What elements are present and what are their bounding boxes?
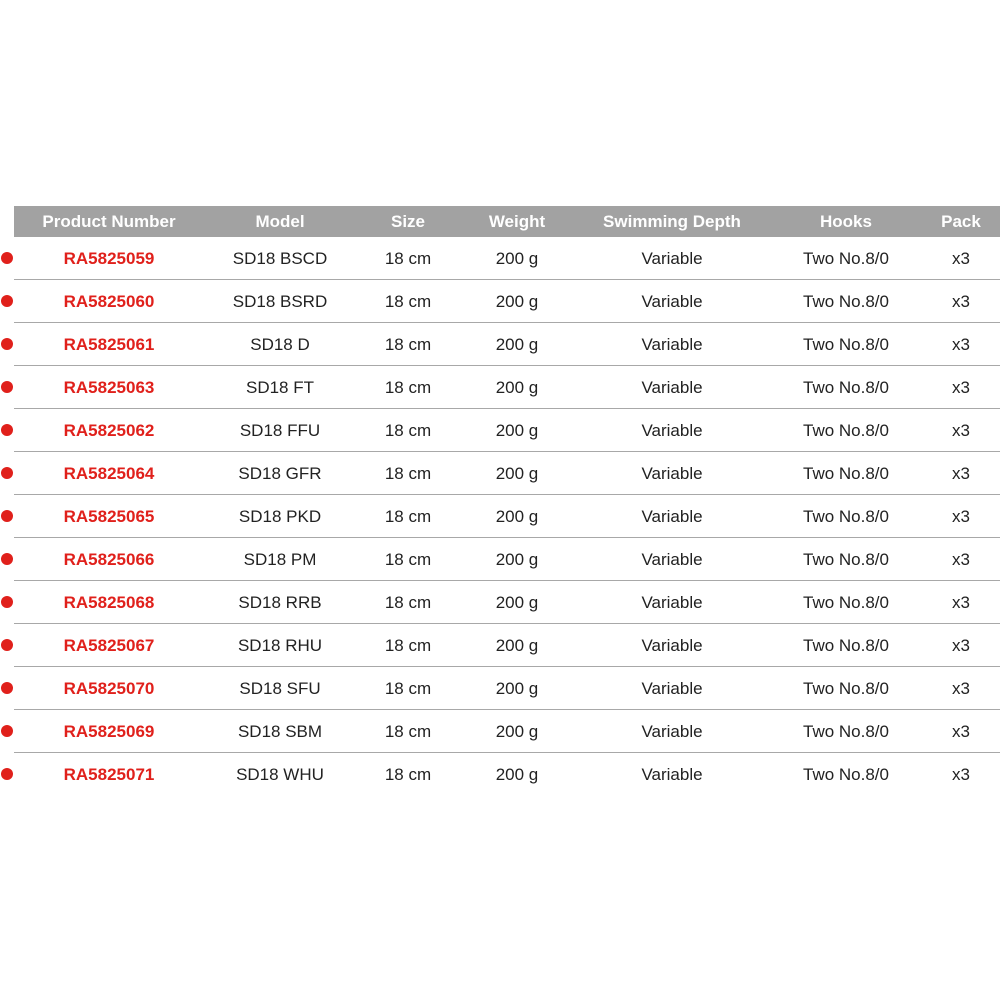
red-bullet-icon	[1, 510, 13, 522]
weight-cell: 200 g	[495, 292, 539, 311]
model-cell: SD18 FFU	[239, 421, 321, 440]
red-bullet-icon	[1, 252, 13, 264]
model-cell: SD18 SFU	[239, 679, 321, 698]
red-bullet-icon	[1, 725, 13, 737]
weight-cell: 200 g	[495, 507, 539, 526]
model-cell: SD18 PKD	[238, 507, 322, 526]
product-number-cell: RA5825065	[63, 507, 155, 526]
product-number-cell: RA5825060	[63, 292, 155, 311]
swimming-depth-cell: Variable	[641, 378, 703, 397]
swimming-depth-cell: Variable	[641, 249, 703, 268]
pack-cell: x3	[952, 249, 970, 268]
table-row	[0, 237, 1000, 280]
pack-cell: x3	[952, 679, 970, 698]
table-row	[0, 581, 1000, 624]
swimming-depth-cell: Variable	[641, 292, 703, 311]
swimming-depth-cell: Variable	[641, 507, 703, 526]
hooks-cell: Two No.8/0	[803, 249, 889, 268]
size-cell: 18 cm	[384, 464, 432, 483]
header-pack: Pack	[941, 212, 981, 231]
pack-cell: x3	[952, 765, 970, 784]
table-row	[0, 753, 1000, 796]
table-row	[0, 323, 1000, 366]
size-cell: 18 cm	[384, 421, 432, 440]
product-number-cell: RA5825068	[63, 593, 155, 612]
pack-cell: x3	[952, 464, 970, 483]
model-cell: SD18 RRB	[238, 593, 322, 612]
weight-cell: 200 g	[495, 378, 539, 397]
hooks-cell: Two No.8/0	[803, 421, 889, 440]
hooks-cell: Two No.8/0	[803, 550, 889, 569]
product-number-cell: RA5825059	[63, 249, 155, 268]
header-size: Size	[390, 212, 426, 231]
red-bullet-icon	[1, 295, 13, 307]
table-row	[0, 624, 1000, 667]
size-cell: 18 cm	[384, 507, 432, 526]
hooks-cell: Two No.8/0	[803, 292, 889, 311]
table-row	[0, 667, 1000, 710]
table-row	[0, 538, 1000, 581]
pack-cell: x3	[952, 507, 970, 526]
red-bullet-icon	[1, 768, 13, 780]
product-number-cell: RA5825067	[63, 636, 155, 655]
model-cell: SD18 RHU	[237, 636, 323, 655]
swimming-depth-cell: Variable	[641, 550, 703, 569]
model-cell: SD18 FT	[245, 378, 315, 397]
header-product-number: Product Number	[42, 212, 176, 231]
size-cell: 18 cm	[384, 636, 432, 655]
table-body	[0, 237, 1000, 796]
model-cell: SD18 WHU	[236, 765, 324, 784]
model-cell: SD18 D	[250, 335, 310, 354]
hooks-cell: Two No.8/0	[803, 378, 889, 397]
table-row	[0, 366, 1000, 409]
size-cell: 18 cm	[384, 765, 432, 784]
size-cell: 18 cm	[384, 550, 432, 569]
table-row	[0, 495, 1000, 538]
product-number-cell: RA5825071	[63, 765, 155, 784]
size-cell: 18 cm	[384, 722, 432, 741]
model-cell: SD18 GFR	[238, 464, 322, 483]
weight-cell: 200 g	[495, 679, 539, 698]
header-model: Model	[255, 212, 305, 231]
swimming-depth-cell: Variable	[641, 636, 703, 655]
red-bullet-icon	[1, 338, 13, 350]
hooks-cell: Two No.8/0	[803, 679, 889, 698]
swimming-depth-cell: Variable	[641, 722, 703, 741]
size-cell: 18 cm	[384, 679, 432, 698]
weight-cell: 200 g	[495, 249, 539, 268]
table-row	[0, 409, 1000, 452]
pack-cell: x3	[952, 292, 970, 311]
swimming-depth-cell: Variable	[641, 464, 703, 483]
pack-cell: x3	[952, 378, 970, 397]
hooks-cell: Two No.8/0	[803, 593, 889, 612]
size-cell: 18 cm	[384, 292, 432, 311]
hooks-cell: Two No.8/0	[803, 335, 889, 354]
pack-cell: x3	[952, 636, 970, 655]
pack-cell: x3	[952, 593, 970, 612]
pack-cell: x3	[952, 421, 970, 440]
weight-cell: 200 g	[495, 550, 539, 569]
hooks-cell: Two No.8/0	[803, 507, 889, 526]
model-cell: SD18 SBM	[237, 722, 323, 741]
red-bullet-icon	[1, 467, 13, 479]
weight-cell: 200 g	[495, 636, 539, 655]
header-swimming-depth: Swimming Depth	[603, 212, 741, 231]
table-row	[0, 452, 1000, 495]
hooks-cell: Two No.8/0	[803, 765, 889, 784]
red-bullet-icon	[1, 596, 13, 608]
red-bullet-icon	[1, 424, 13, 436]
product-number-cell: RA5825070	[63, 679, 155, 698]
weight-cell: 200 g	[495, 335, 539, 354]
swimming-depth-cell: Variable	[641, 593, 703, 612]
size-cell: 18 cm	[384, 335, 432, 354]
hooks-cell: Two No.8/0	[803, 722, 889, 741]
hooks-cell: Two No.8/0	[803, 636, 889, 655]
pack-cell: x3	[952, 550, 970, 569]
header-weight: Weight	[488, 212, 546, 231]
product-number-cell: RA5825064	[63, 464, 155, 483]
swimming-depth-cell: Variable	[641, 421, 703, 440]
hooks-cell: Two No.8/0	[803, 464, 889, 483]
swimming-depth-cell: Variable	[641, 679, 703, 698]
weight-cell: 200 g	[495, 421, 539, 440]
red-bullet-icon	[1, 553, 13, 565]
table-row	[0, 280, 1000, 323]
size-cell: 18 cm	[384, 249, 432, 268]
header-hooks: Hooks	[820, 212, 872, 231]
weight-cell: 200 g	[495, 464, 539, 483]
weight-cell: 200 g	[495, 593, 539, 612]
weight-cell: 200 g	[495, 765, 539, 784]
model-cell: SD18 BSCD	[232, 249, 328, 268]
size-cell: 18 cm	[384, 593, 432, 612]
model-cell: SD18 BSRD	[232, 292, 328, 311]
table-row	[0, 710, 1000, 753]
product-number-cell: RA5825061	[63, 335, 155, 354]
product-number-cell: RA5825069	[63, 722, 155, 741]
table-header-row	[14, 206, 1000, 237]
red-bullet-icon	[1, 381, 13, 393]
product-number-cell: RA5825063	[63, 378, 155, 397]
weight-cell: 200 g	[495, 722, 539, 741]
model-cell: SD18 PM	[243, 550, 317, 569]
swimming-depth-cell: Variable	[641, 765, 703, 784]
swimming-depth-cell: Variable	[641, 335, 703, 354]
size-cell: 18 cm	[384, 378, 432, 397]
pack-cell: x3	[952, 722, 970, 741]
red-bullet-icon	[1, 639, 13, 651]
pack-cell: x3	[952, 335, 970, 354]
product-number-cell: RA5825066	[63, 550, 155, 569]
red-bullet-icon	[1, 682, 13, 694]
product-number-cell: RA5825062	[63, 421, 155, 440]
